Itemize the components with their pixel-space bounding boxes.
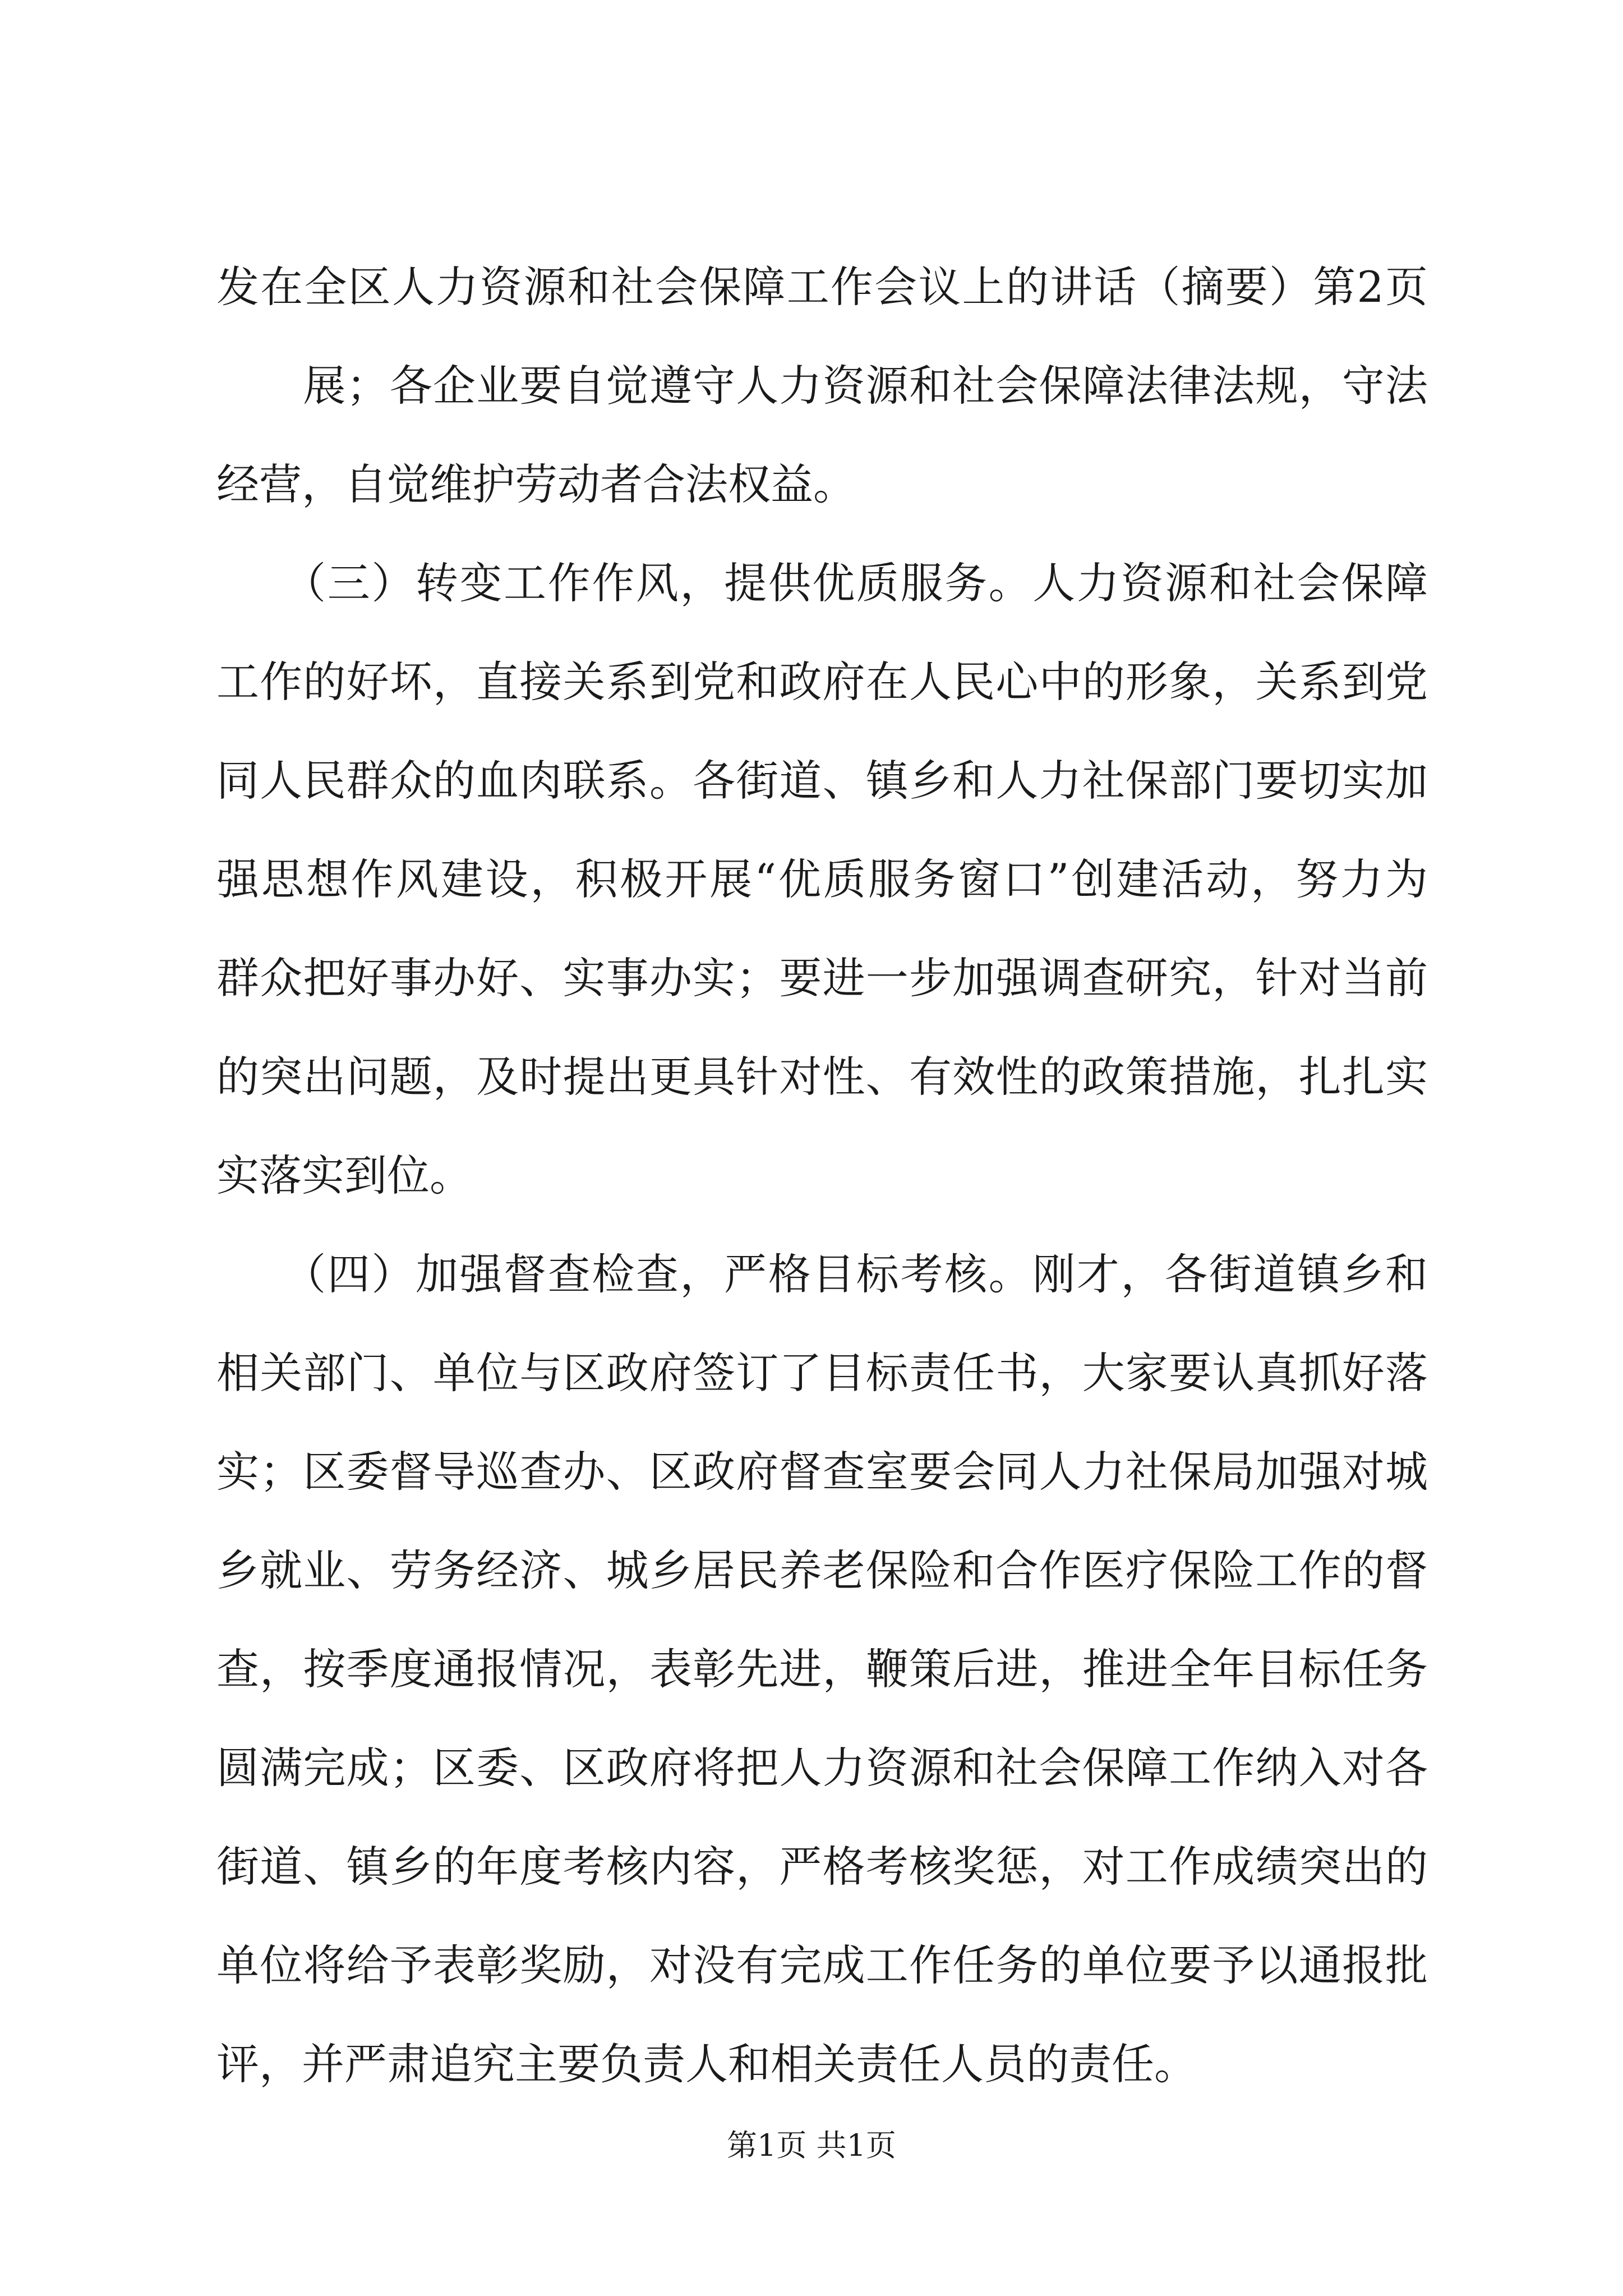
page-footer: 第1页 共1页 — [727, 2128, 896, 2163]
text-line: 工作的好坏，直接关系到党和政府在人民心中的形象，关系到党 — [216, 657, 1428, 707]
text-line: （四）加强督查检查，严格目标考核。刚才，各街道镇乡和 — [216, 1249, 1428, 1299]
text-line: 街道、镇乡的年度考核内容，严格考核奖惩，对工作成绩突出的 — [216, 1842, 1428, 1892]
text-line: 乡就业、劳务经济、城乡居民养老保险和合作医疗保险工作的督 — [216, 1545, 1428, 1595]
text-line: （三）转变工作作风，提供优质服务。人力资源和社会保障 — [216, 558, 1428, 608]
text-line: 评，并严肃追究主要负责人和相关责任人员的责任。 — [216, 2039, 1197, 2089]
document-body — [216, 263, 1428, 2138]
text-line: 群众把好事办好、实事办实；要进一步加强调查研究，针对当前 — [216, 953, 1428, 1003]
text-line: 同人民群众的血肉联系。各街道、镇乡和人力社保部门要切实加 — [216, 756, 1428, 806]
text-line: 相关部门、单位与区政府签订了目标责任书，大家要认真抓好落 — [216, 1348, 1428, 1398]
text-line: 单位将给予表彰奖励，对没有完成工作任务的单位要予以通报批 — [216, 1940, 1428, 1990]
text-line: 实；区委督导巡查办、区政府督查室要会同人力社保局加强对城 — [216, 1447, 1428, 1497]
text-line: 的突出问题，及时提出更具针对性、有效性的政策措施，扎扎实 — [216, 1052, 1428, 1102]
text-line: 圆满完成；区委、区政府将把人力资源和社会保障工作纳入对各 — [216, 1743, 1428, 1793]
text-line: 经营，自觉维护劳动者合法权益。 — [216, 459, 856, 509]
text-line: 查，按季度通报情况，表彰先进，鞭策后进，推进全年目标任务 — [216, 1644, 1428, 1694]
text-line: 展；各企业要自觉遵守人力资源和社会保障法律法规，守法 — [216, 361, 1428, 411]
text-line: 强思想作风建设，积极开展“优质服务窗口”创建活动，努力为 — [216, 854, 1428, 904]
header-line: 发在全区人力资源和社会保障工作会议上的讲话（摘要）第2页 — [216, 262, 1428, 312]
text-line: 实落实到位。 — [216, 1151, 472, 1200]
